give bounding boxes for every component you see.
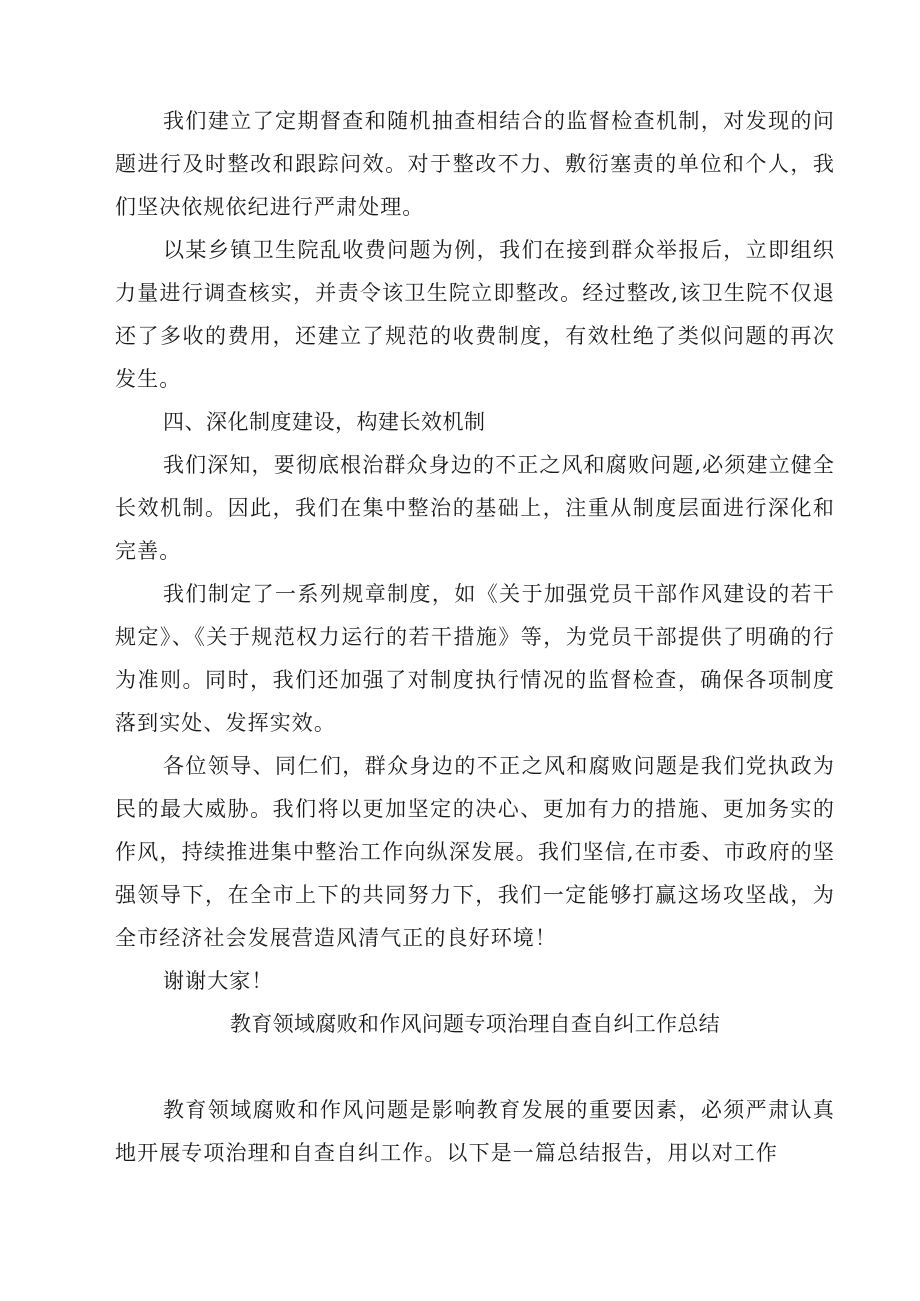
paragraph-education-intro: 教育领域腐败和作风问题是影响教育发展的重要因素，必须严肃认真地开展专项治理和自查自纠工作。以下是一篇总结报告，用以对工作 — [115, 1098, 835, 1165]
paragraph-supervision: 我们建立了定期督查和随机抽查相结合的监督检查机制，对发现的问题进行及时整改和跟踪问效。对于整改不力、敷衍塞责的单位和个人，我们坚决依规依纪进行严肃处理。 — [115, 109, 835, 219]
paragraph-thanks: 谢谢大家！ — [163, 969, 274, 993]
section-heading-four: 四、深化制度建设，构建长效机制 — [163, 410, 486, 434]
document-page — [115, 100, 835, 1175]
second-document-title: 教育领域腐败和作风问题专项治理自查自纠工作总结 — [230, 1012, 720, 1036]
paragraph-regulations: 我们制定了一系列规章制度，如《关于加强党员干部作风建设的若干规定》、《关于规范权力运行的若干措施》等，为党员干部提供了明确的行为准则。同时，我们还加强了对制度执行情况的监督检查，确保各项制度落到实处、发挥实效。 — [115, 582, 835, 735]
paragraph-long-term-mechanism: 我们深知，要彻底根治群众身边的不正之风和腐败问题,必须建立健全长效机制。因此，我们在集中整治的基础上，注重从制度层面进行深化和完善。 — [115, 453, 835, 563]
paragraph-closing-remarks: 各位领导、同仁们，群众身边的不正之风和腐败问题是我们党执政为民的最大威胁。我们将以更加坚定的决心、更加有力的措施、更加务实的作风，持续推进集中整治工作向纵深发展。我们坚信,在市委、市政府的坚强领导下，在全市上下的共同努力下，我们一定能够打赢这场攻坚战，为全市经济社会发展营造风清气正的良好环境！ — [115, 754, 835, 950]
title-spacer — [115, 1046, 835, 1089]
paragraph-clinic-example: 以某乡镇卫生院乱收费问题为例，我们在接到群众举报后，立即组织力量进行调查核实，并责令该卫生院立即整改。经过整改,该卫生院不仅退还了多收的费用，还建立了规范的收费制度，有效杜绝了类似问题的再次发生。 — [115, 238, 835, 391]
